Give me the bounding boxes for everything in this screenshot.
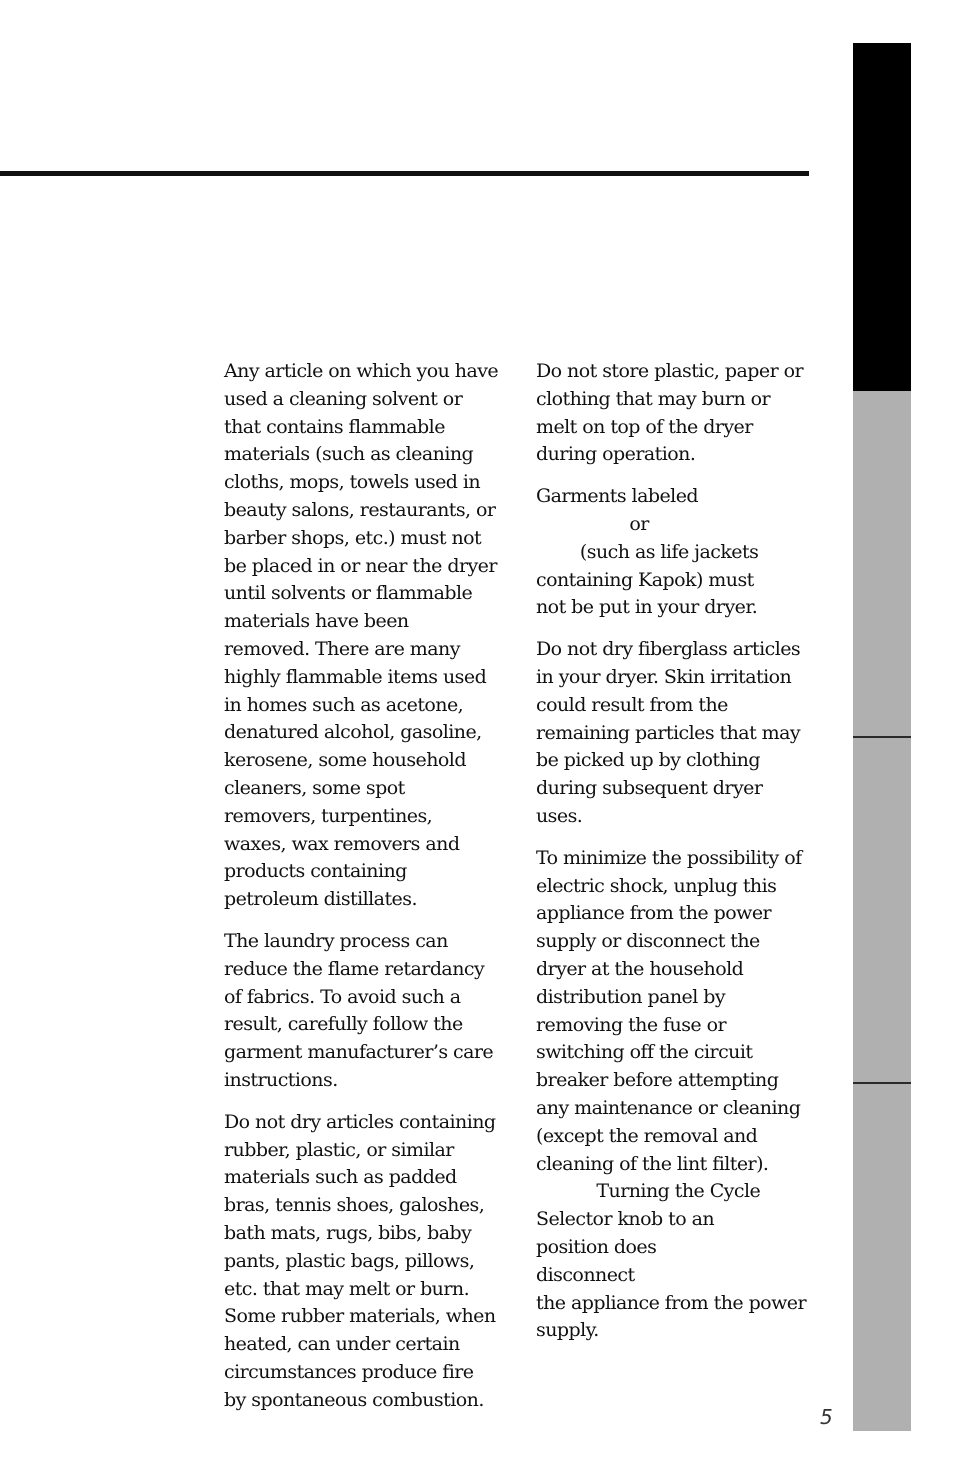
paragraph-garment-labels: Garments labeled or (such as life jackets containing Kapok) must not be put in your dryer. xyxy=(536,485,759,619)
paragraph-rubber-plastic: Do not dry articles containing rubber, plastic, or similar materials such as padded bras, tennis shoes, galoshes, bath mats, rugs, bibs, baby pants, plastic bags, pillows, etc. that may melt or burn. Some rubber materials, when heated, can under certain circumstances produce fire by spontaneous combustion. xyxy=(224,1110,496,1411)
right-column xyxy=(536,358,808,1359)
paragraph-electric-shock: To minimize the possibility of electric shock, unplug this appliance from the power supply or disconnect the dryer at the household distribution panel by removing the fuse or switching off the circuit breaker before attempting any maintenance or cleaning (except the removal and cleaning of the lint filter). Turning the Cycle Selector knob to an position does disconnect the appliance from the power supply. xyxy=(536,846,807,1342)
section-tab-strip xyxy=(853,391,911,1431)
paragraph-fiberglass: Do not dry fiberglass articles in your dryer. Skin irritation could result from the remaining particles that may be picked up by clothing during subsequent dryer uses. xyxy=(536,638,801,827)
header-rule xyxy=(0,171,809,176)
section-tab-divider xyxy=(853,1082,911,1084)
left-column xyxy=(224,358,499,1428)
page-number: 5 xyxy=(820,1405,833,1429)
paragraph-storage: Do not store plastic, paper or clothing that may burn or melt on top of the dryer during operation. xyxy=(536,360,804,466)
paragraph-solvents: Any article on which you have used a cleaning solvent or that contains flammable materials (such as cleaning cloths, mops, towels used in beauty salons, restaurants, or barber shops, etc.) must not be placed in or near the dryer until solvents or flammable materials have been removed. There are many highly flammable items used in homes such as acetone, denatured alcohol, gasoline, kerosene, some household cleaners, some spot removers, turpentines, waxes, wax removers and products containing petroleum distillates. xyxy=(224,360,499,911)
section-tab-active xyxy=(853,43,911,391)
section-tab-divider xyxy=(853,736,911,738)
paragraph-flame-retardancy: The laundry process can reduce the flame retardancy of fabrics. To avoid such a result, carefully follow the garment manufacturer’s care instructions. xyxy=(224,929,494,1091)
